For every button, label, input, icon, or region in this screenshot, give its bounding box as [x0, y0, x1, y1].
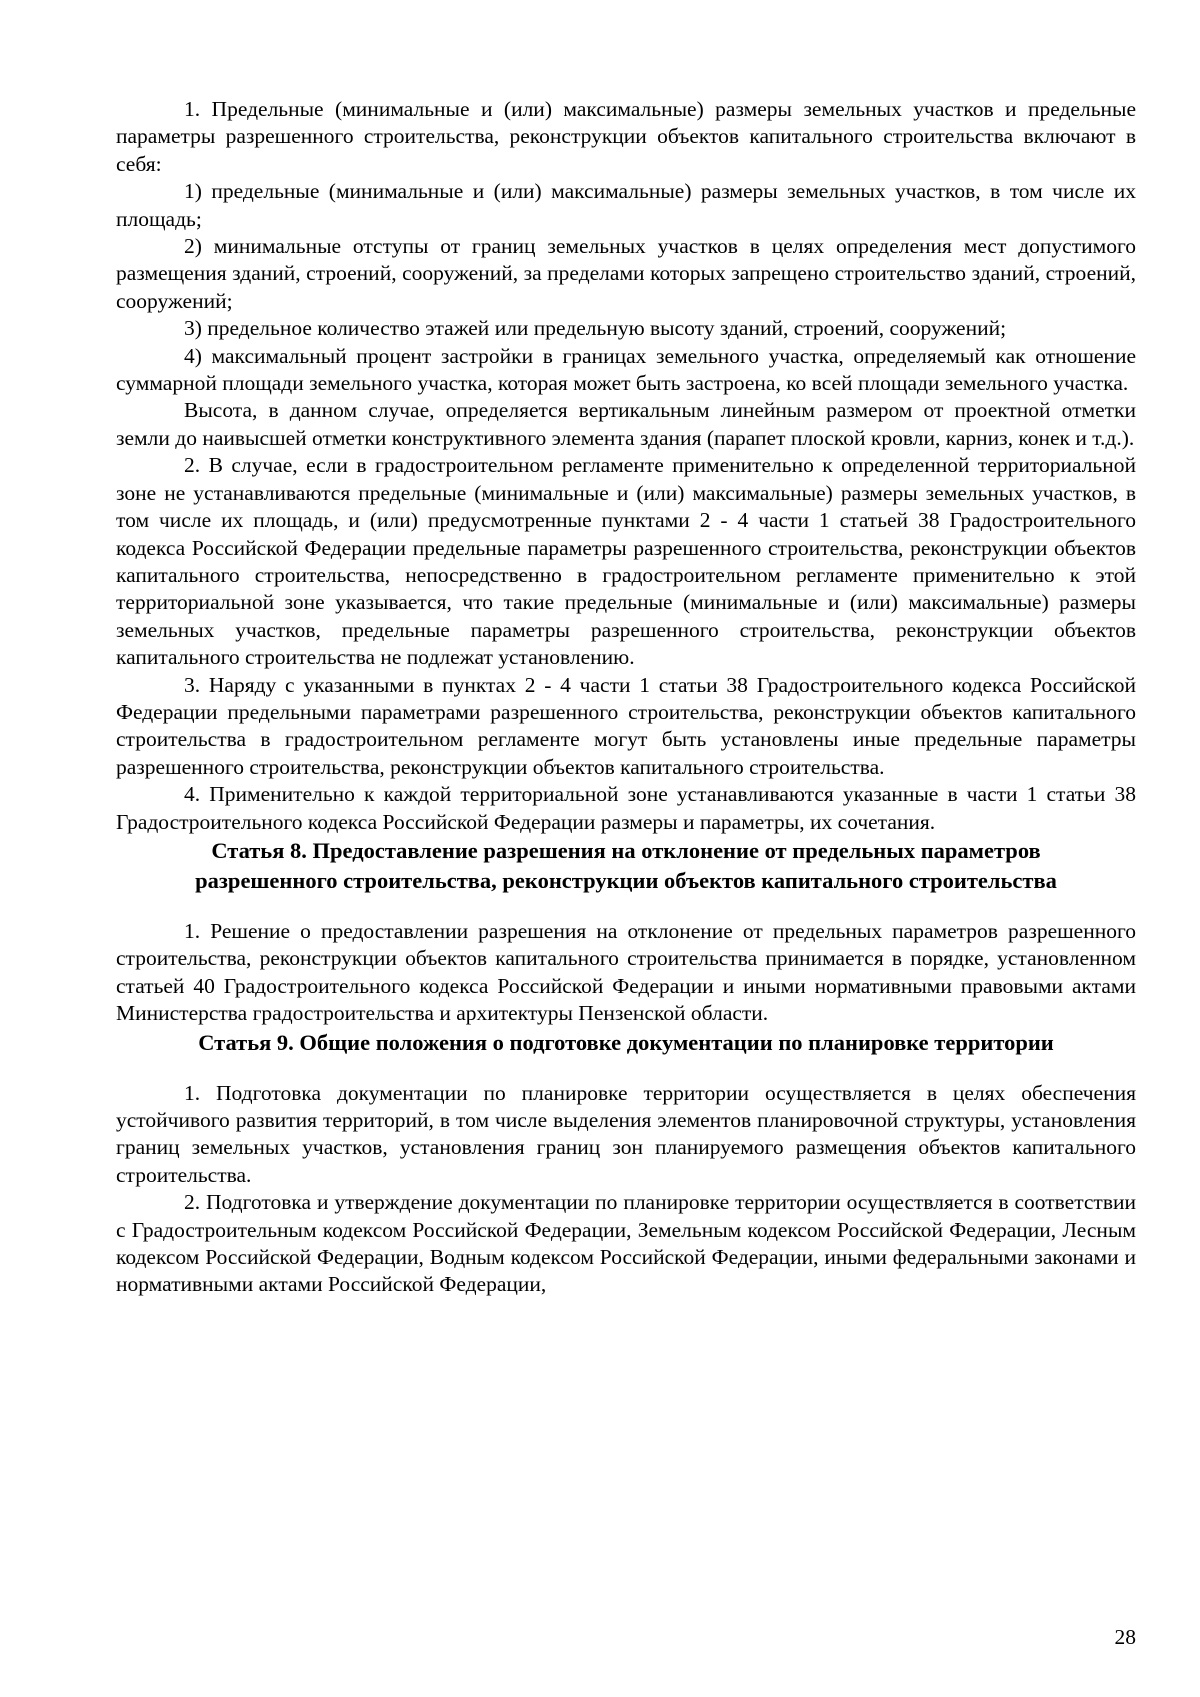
paragraph: 1. Решение о предоставлении разрешения на отклонение от предельных параметров разрешенного строительства, реконструкции объектов капитального строительства принимается в порядке, установленном статьей 40 Градостроительного кодекса Российской Федерации и иными нормативными правовыми актами Министерства градостроительства и архитектуры Пензенской области.	[116, 918, 1136, 1026]
paragraph: 4. Применительно к каждой территориальной зоне устанавливаются указанные в части 1 статьи 38 Градостроительного кодекса Российской Федерации размеры и параметры, их сочетания.	[116, 782, 1136, 834]
paragraph: 4) максимальный процент застройки в границах земельного участка, определяемый как отношение суммарной площади земельного участка, которая может быть застроена, ко всей площади земельного участка.	[116, 343, 1136, 396]
paragraph: 2. Подготовка и утверждение документации по планировке территории осуществляется в соответствии с Градостроительным кодексом Российской Федерации, Земельным кодексом Российской Федерации, Лесным кодексом Российской Федерации, Водным кодексом Российской Федерации, иными федеральными законами и нормативными актами Российской Федерации,	[116, 1190, 1136, 1297]
paragraph: 2. В случае, если в градостроительном регламенте применительно к определенной территориальной зоне не устанавливаются предельные (минимальные и (или) максимальные) размеры земельных участков, в том числе их площадь, и (или) предусмотренные пунктами 2 - 4 части 1 статьей 38 Градостроительного кодекса Российской Федерации предельные параметры разрешенного строительства, реконструкции объектов капитального строительства, непосредственно в градостроительном регламенте применительно к этой территориальной зоне указывается, что такие предельные (минимальные и (или) максимальные) размеры земельных участков, предельные параметры разрешенного строительства, реконструкции объектов капитального строительства не подлежат установлению.	[116, 453, 1136, 670]
article-8-heading-line: разрешенного строительства, реконструкции объектов капитального строительства	[195, 867, 1057, 893]
paragraph: 1. Подготовка документации по планировке территории осуществляется в целях обеспечения устойчивого развития территорий, в том числе выделения элементов планировочной структуры, установления границ земельных участков, установления границ зон планируемого размещения объектов капитального строительства.	[116, 1080, 1136, 1187]
article-9-heading: Статья 9. Общие положения о подготовке документации по планировке территории	[198, 1029, 1054, 1055]
paragraph: 1. Предельные (минимальные и (или) максимальные) размеры земельных участков и предельные параметры разрешенного строительства, реконструкции объектов капитального строительства включают в себя:	[116, 97, 1136, 176]
paragraph: 2) минимальные отступы от границ земельных участков в целях определения мест допустимого размещения зданий, строений, сооружений, за пределами которых запрещено строительство зданий, строений, сооружений;	[116, 234, 1136, 313]
paragraph: 3) предельное количество этажей или предельную высоту зданий, строений, сооружений;	[184, 316, 1007, 341]
article-8-heading-line: Статья 8. Предоставление разрешения на отклонение от предельных параметров	[211, 837, 1041, 863]
document-page	[116, 96, 1136, 1299]
article-8-heading	[116, 836, 1136, 896]
paragraph: 3. Наряду с указанными в пунктах 2 - 4 части 1 статьи 38 Градостроительного кодекса Российской Федерации предельными параметрами разрешенного строительства, реконструкции объектов капитального строительства в градостроительном регламенте могут быть установлены иные предельные параметры разрешенного строительства, реконструкции объектов капитального строительства.	[116, 672, 1136, 779]
paragraph: Высота, в данном случае, определяется вертикальным линейным размером от проектной отметки земли до наивысшей отметки конструктивного элемента здания (парапет плоской кровли, карниз, конек и т.д.).	[116, 398, 1136, 450]
page-number: 28	[1114, 1625, 1136, 1649]
paragraph: 1) предельные (минимальные и (или) максимальные) размеры земельных участков, в том числе их площадь;	[116, 179, 1136, 231]
